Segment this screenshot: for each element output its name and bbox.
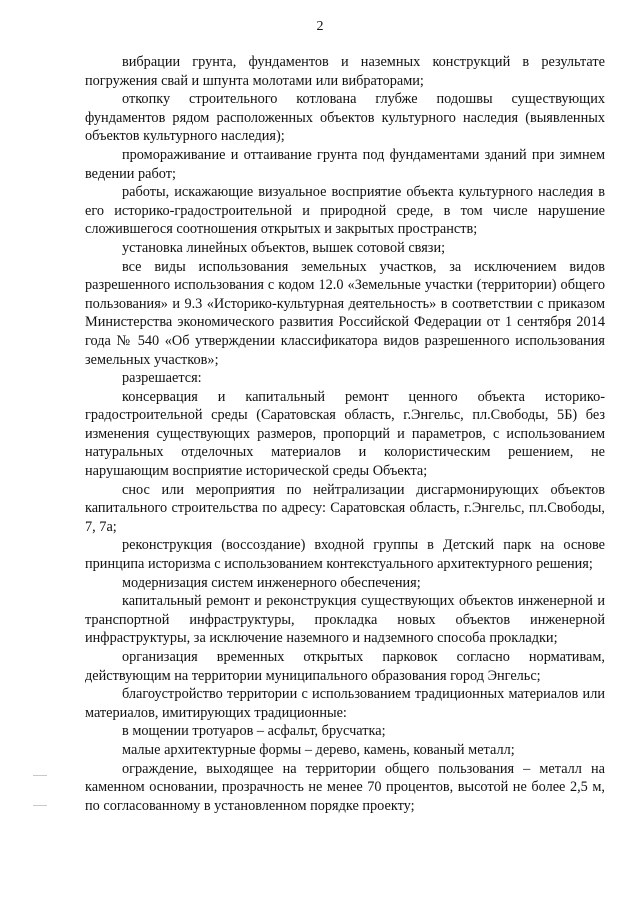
paragraph-pit-excavation: откопку строительного котлована глубже подошвы существующих фундаментов рядом расположенных объектов культурного наследия (выявленных объектов культурного наследия); <box>85 91 605 145</box>
paragraph-linear-objects: установка линейных объектов, вышек сотовой связи; <box>122 239 446 256</box>
paragraph-modernization: модернизация систем инженерного обеспечения; <box>122 574 421 591</box>
paragraph-soil-freezing: промораживание и оттаивание грунта под фундаментами зданий при зимнем ведении работ; <box>85 146 605 182</box>
paragraph-demolition: снос или мероприятия по нейтрализации дисгармонирующих объектов капитального строительства по адресу: Саратовская область, г.Энгельс, пл.Свободы, 7, 7а; <box>85 481 605 535</box>
paragraph-visual-distortion: работы, искажающие визуальное восприятие объекта культурного наследия в его историко-градостроительной и природной среде, в том числе нарушение сложившегося соотношения открытых и закрытых пространств; <box>85 184 605 238</box>
paragraph-land-use-types: все виды использования земельных участков, за исключением видов разрешенного использования с кодом 12.0 «Земельные участки (территории) общего пользования» и 9.3 «Историко-культурная деятельность» в соответствии с приказом Министерства экономического развития Российской Федерации от 1 сентября 2014 года № 540 «Об утверждении классификатора видов разрешенного использования земельных участков»; <box>85 258 605 368</box>
document-body <box>85 53 605 815</box>
paragraph-permitted-heading: разрешается: <box>122 370 202 387</box>
paragraph-infrastructure: капитальный ремонт и реконструкция существующих объектов инженерной и транспортной инфраструктуры, прокладка новых объектов инженерной инфраструктуры, за исключение наземного и надземного способа прокладки; <box>85 593 605 647</box>
paragraph-small-forms: малые архитектурные формы – дерево, камень, кованый металл; <box>122 741 515 758</box>
margin-mark <box>33 805 47 806</box>
paragraph-paving: в мощении тротуаров – асфальт, брусчатка; <box>122 723 386 740</box>
paragraph-conservation: консервация и капитальный ремонт ценного объекта историко-градостроительной среды (Саратовская область, г.Энгельс, пл.Свободы, 5Б) без изменения существующих размеров, пропорций и параметров, с использованием натуральных отделочных материалов и колористическим решением, не нарушающим восприятие исторической среды Объекта; <box>85 388 605 480</box>
paragraph-parking: организация временных открытых парковок согласно нормативам, действующим на территории муниципального образования город Энгельс; <box>85 649 605 684</box>
paragraph-fencing: ограждение, выходящее на территории общего пользования – металл на каменном основании, прозрачность не менее 70 процентов, высотой не более 2,5 м, по согласованному в установленном порядке проекту; <box>85 760 605 814</box>
paragraph-landscaping: благоустройство территории с использованием традиционных материалов или материалов, имитирующих традиционные: <box>85 686 605 721</box>
page-number: 2 <box>316 19 324 34</box>
paragraph-reconstruction: реконструкция (воссоздание) входной группы в Детский парк на основе принципа историзма с использованием контекстуального архитектурного решения; <box>85 537 605 573</box>
margin-mark <box>33 775 47 776</box>
paragraph-soil-vibration: вибрации грунта, фундаментов и наземных конструкций в результате погружения свай и шпунта молотами или вибраторами; <box>85 54 605 89</box>
